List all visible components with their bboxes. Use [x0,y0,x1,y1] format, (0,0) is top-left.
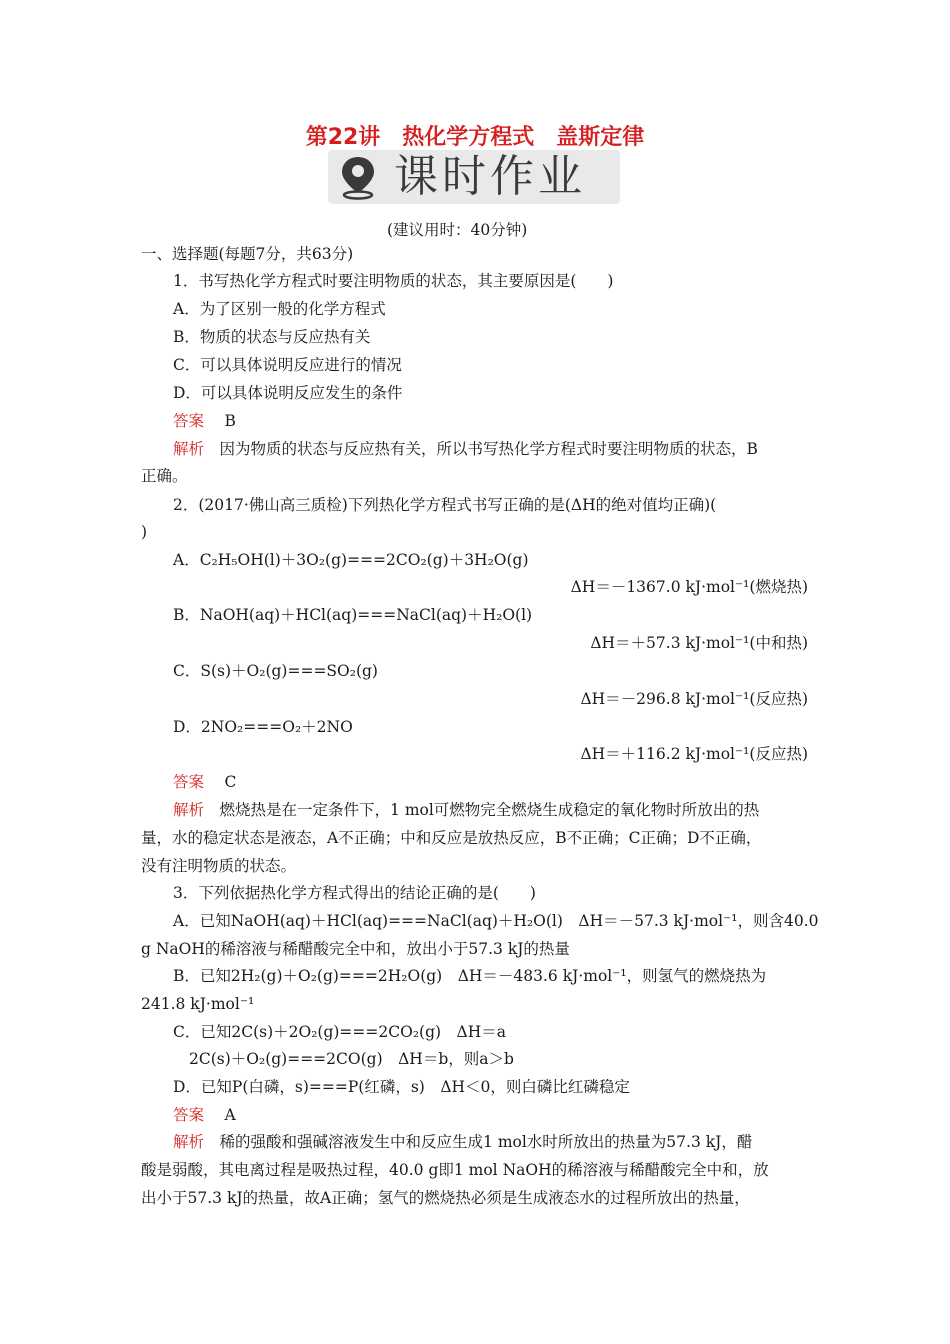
q1-option-a: A．为了区别一般的化学方程式 [173,300,386,318]
q2-option-b-equation: B．NaOH(aq)＋HCl(aq)===NaCl(aq)＋H₂O(l) [173,606,533,624]
q1-option-b: B．物质的状态与反应热有关 [173,328,371,346]
q3-option-a-line1: A．已知NaOH(aq)＋HCl(aq)===NaCl(aq)＋H₂O(l) ΔH＝－57.3 kJ·mol⁻¹，则含40.0 [173,912,819,930]
answer-label: 答案 [173,412,205,430]
analysis-text: 燃烧热是在一定条件下，1 mol可燃物完全燃烧生成稳定的氧化物时所放出的热 [219,801,760,819]
q1-answer [173,410,236,432]
analysis-label: 解析 [173,801,205,819]
q3-analysis-line1 [173,1131,752,1153]
q2-analysis-line1 [173,799,759,821]
answer-value: B [224,412,236,430]
q3-option-a-line2: g NaOH的稀溶液与稀醋酸完全中和，放出小于57.3 kJ的热量 [141,940,570,958]
q2-stem-line1: 2．(2017·佛山高三质检)下列热化学方程式书写正确的是(ΔH的绝对值均正确)( [173,496,717,514]
q3-analysis-line2: 酸是弱酸，其电离过程是吸热过程，40.0 g即1 mol NaOH的稀溶液与稀醋酸完全中和，放 [141,1161,769,1179]
banner-text: 课时作业 [394,151,586,202]
q1-option-d: D．可以具体说明反应发生的条件 [173,384,403,402]
analysis-label: 解析 [173,440,205,458]
analysis-label: 解析 [173,1133,205,1151]
q3-stem: 3．下列依据热化学方程式得出的结论正确的是( ) [173,884,536,902]
q1-option-c: C．可以具体说明反应进行的情况 [173,356,402,374]
q3-option-d: D．已知P(白磷，s)===P(红磷，s) ΔH＜0，则白磷比红磷稳定 [173,1078,630,1096]
answer-value: A [224,1106,236,1124]
q2-stem-line2: ) [141,523,148,541]
answer-value: C [224,773,237,791]
map-pin-icon [334,153,382,201]
homework-banner [328,150,620,204]
time-hint: (建议用时：40分钟) [387,221,528,239]
answer-label: 答案 [173,773,205,791]
lesson-title: 第22讲 热化学方程式 盖斯定律 [305,125,645,150]
q2-answer [173,771,236,793]
q1-analysis-line2: 正确。 [141,467,188,485]
q3-option-b-line2: 241.8 kJ·mol⁻¹ [141,995,255,1013]
q2-option-d-equation: D．2NO₂===O₂＋2NO [173,718,353,736]
q1-analysis-line1 [173,438,758,460]
q3-answer [173,1104,236,1126]
q2-option-b-delta-h: ΔH＝＋57.3 kJ·mol⁻¹(中和热) [590,634,808,652]
q3-option-b-line1: B．已知2H₂(g)＋O₂(g)===2H₂O(g) ΔH＝－483.6 kJ·mol⁻¹，则氢气的燃烧热为 [173,967,767,985]
q3-analysis-line3: 出小于57.3 kJ的热量，故A正确；氢气的燃烧热必须是生成液态水的过程所放出的热量， [141,1189,750,1207]
section-heading: 一、选择题(每题7分，共63分) [141,245,354,263]
analysis-text: 稀的强酸和强碱溶液发生中和反应生成1 mol水时所放出的热量为57.3 kJ，醋 [219,1133,753,1151]
answer-label: 答案 [173,1106,205,1124]
q2-analysis-line2: 量，水的稳定状态是液态，A不正确；中和反应是放热反应，B不正确；C正确；D不正确， [141,829,762,847]
q2-option-c-equation: C．S(s)＋O₂(g)===SO₂(g) [173,662,378,680]
q3-option-c-line1: C．已知2C(s)＋2O₂(g)===2CO₂(g) ΔH＝a [173,1023,507,1041]
q2-option-c-delta-h: ΔH＝－296.8 kJ·mol⁻¹(反应热) [580,690,808,708]
q1-stem: 1．书写热化学方程式时要注明物质的状态，其主要原因是( ) [173,272,614,290]
q3-option-c-line2: 2C(s)＋O₂(g)===2CO(g) ΔH＝b，则a＞b [189,1050,514,1068]
q2-option-a-equation: A．C₂H₅OH(l)＋3O₂(g)===2CO₂(g)＋3H₂O(g) [173,551,529,569]
q2-analysis-line3: 没有注明物质的状态。 [141,857,297,875]
q2-option-d-delta-h: ΔH＝＋116.2 kJ·mol⁻¹(反应热) [580,745,808,763]
q2-option-a-delta-h: ΔH＝－1367.0 kJ·mol⁻¹(燃烧热) [570,578,808,596]
analysis-text: 因为物质的状态与反应热有关，所以书写热化学方程式时要注明物质的状态，B [219,440,758,458]
